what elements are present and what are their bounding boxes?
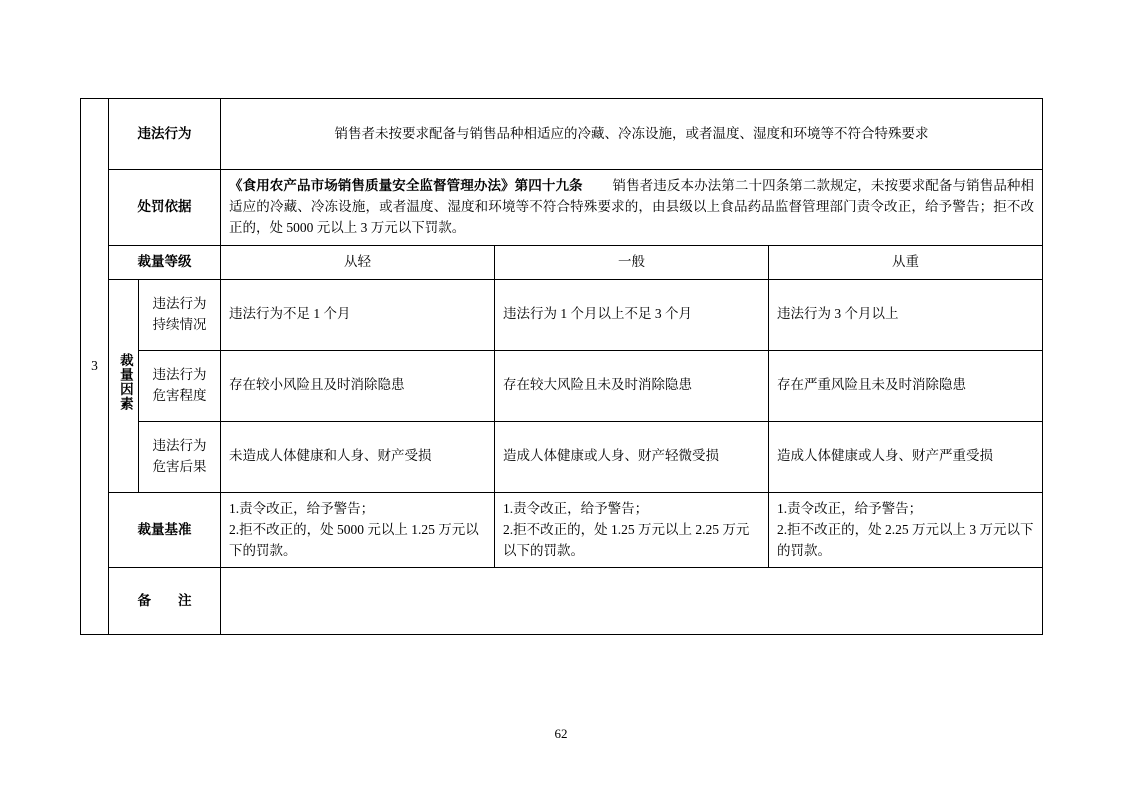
table-row-duration [81, 279, 1043, 350]
standard-light-line1: 1.责令改正，给予警告； [229, 500, 375, 516]
violation-text: 销售者未按要求配备与销售品种相适应的冷藏、冷冻设施，或者温度、湿度和环境等不符合特殊要求 [221, 99, 1043, 170]
consequence-light: 未造成人体健康和人身、财产受损 [221, 421, 495, 492]
table-row-remark [81, 568, 1043, 635]
basis-label: 处罚依据 [109, 170, 221, 246]
standard-light [221, 492, 495, 568]
discretion-table [80, 98, 1043, 635]
consequence-normal: 造成人体健康或人身、财产轻微受损 [495, 421, 769, 492]
standard-normal [495, 492, 769, 568]
duration-label: 违法行为持续情况 [139, 279, 221, 350]
level-label: 裁量等级 [109, 245, 221, 279]
harm-degree-light: 存在较小风险且及时消除隐患 [221, 350, 495, 421]
level-light: 从轻 [221, 245, 495, 279]
standard-label: 裁量基准 [109, 492, 221, 568]
harm-degree-normal: 存在较大风险且未及时消除隐患 [495, 350, 769, 421]
remark-label: 备 注 [109, 568, 221, 635]
harm-degree-label: 违法行为危害程度 [139, 350, 221, 421]
harm-degree-heavy: 存在严重风险且未及时消除隐患 [769, 350, 1043, 421]
standard-normal-line2: 2.拒不改正的，处 1.25 万元以上 2.25 万元以下的罚款。 [503, 521, 750, 558]
standard-light-line2: 2.拒不改正的，处 5000 元以上 1.25 万元以下的罚款。 [229, 521, 479, 558]
remark-text [221, 568, 1043, 635]
violation-label: 违法行为 [109, 99, 221, 170]
factors-vertical-label-cell [109, 279, 139, 492]
table-row-consequence [81, 421, 1043, 492]
basis-title: 《食用农产品市场销售质量安全监督管理办法》第四十九条 [229, 178, 583, 193]
duration-heavy: 违法行为 3 个月以上 [769, 279, 1043, 350]
table-row-harm-degree [81, 350, 1043, 421]
table-row-level [81, 245, 1043, 279]
factors-vertical-label: 裁量因素 [117, 353, 133, 412]
consequence-label: 违法行为危害后果 [139, 421, 221, 492]
duration-light: 违法行为不足 1 个月 [221, 279, 495, 350]
standard-heavy-line2: 2.拒不改正的，处 2.25 万元以上 3 万元以下的罚款。 [777, 521, 1034, 558]
level-heavy: 从重 [769, 245, 1043, 279]
level-normal: 一般 [495, 245, 769, 279]
table-row-violation [81, 99, 1043, 170]
page-number: 62 [554, 726, 568, 741]
standard-heavy-line1: 1.责令改正，给予警告； [777, 500, 923, 516]
row-index-cell: 3 [81, 99, 109, 635]
table-row-basis [81, 170, 1043, 246]
basis-text-cell [221, 170, 1043, 246]
standard-normal-line1: 1.责令改正，给予警告； [503, 500, 649, 516]
basis-text: 销售者违反本办法第二十四条第二款规定，未按要求配备与销售品种相适应的冷藏、冷冻设施，或者温度、湿度和环境等不符合特殊要求的，由县级以上食品药品监督管理部门责令改正，给予警告；拒不改正的，处 5000 元以上 3 万元以下罚款。 [229, 178, 1035, 235]
duration-normal: 违法行为 1 个月以上不足 3 个月 [495, 279, 769, 350]
table-row-standard [81, 492, 1043, 568]
consequence-heavy: 造成人体健康或人身、财产严重受损 [769, 421, 1043, 492]
standard-heavy [769, 492, 1043, 568]
